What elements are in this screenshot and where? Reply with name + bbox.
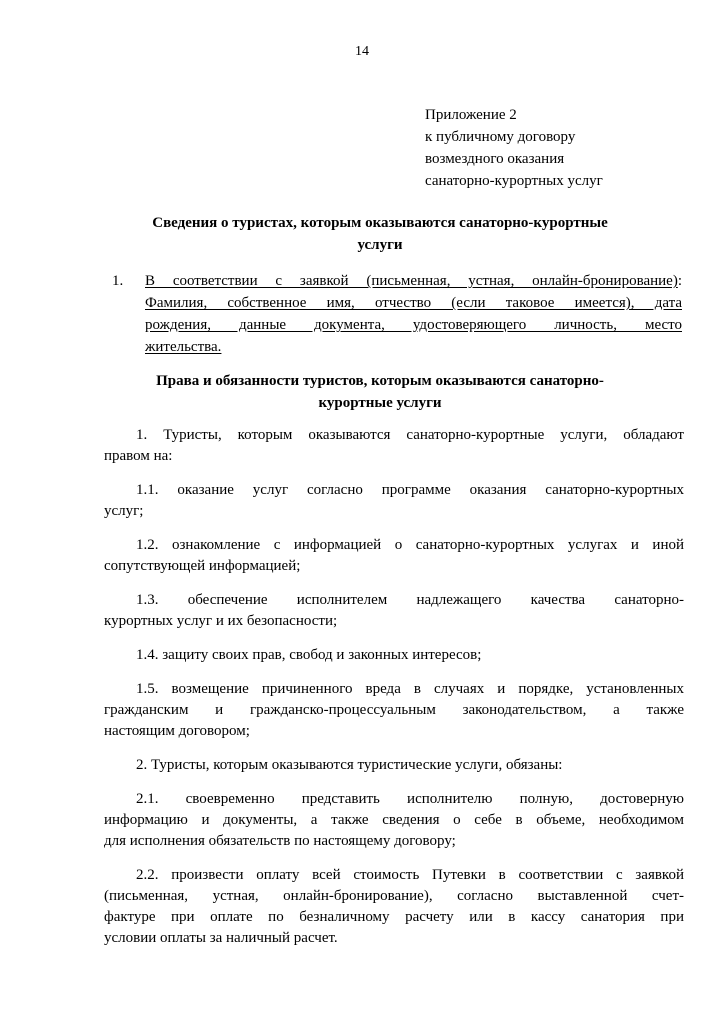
section-title-rights-obligations <box>110 370 650 414</box>
paragraph-line: 1.2. ознакомление с информацией о санаторно-курортных услугах и иной <box>136 537 684 553</box>
paragraph-line: 2.1. своевременно представить исполнителю полную, достоверную <box>136 791 684 807</box>
paragraph-line: 1. Туристы, которым оказываются санаторно-курортные услуги, обладают <box>136 427 684 443</box>
paragraph-line: гражданским и гражданско-процессуальным законодательством, а также <box>104 702 684 718</box>
paragraph-line: услуг; <box>104 503 144 519</box>
list-item-line: рождения, данные документа, удостоверяющего личность, место <box>145 317 682 333</box>
paragraph <box>104 789 684 852</box>
paragraph <box>104 755 684 776</box>
paragraph-line: сопутствующей информацией; <box>104 558 301 574</box>
paragraph-line: курортных услуг и их безопасности; <box>104 613 338 629</box>
paragraph <box>104 590 684 632</box>
paragraph <box>104 480 684 522</box>
paragraph-line: правом на: <box>104 448 173 464</box>
paragraph <box>104 645 684 666</box>
list-item-number: 1. <box>112 273 124 289</box>
paragraph-line: для исполнения обязательств по настоящему договору; <box>104 833 456 849</box>
appendix-line: Приложение 2 <box>425 107 517 123</box>
appendix-line: к публичному договору <box>425 129 576 145</box>
paragraph-line: 1.1. оказание услуг согласно программе оказания санаторно-курортных <box>136 482 684 498</box>
section-title-line: Права и обязанности туристов, которым оказываются санаторно- <box>156 373 604 389</box>
rights-obligations-body <box>104 425 684 962</box>
page-number: 14 <box>355 44 369 59</box>
paragraph-line: 1.5. возмещение причиненного вреда в случаях и порядке, установленных <box>136 681 684 697</box>
paragraph <box>104 425 684 467</box>
appendix-line: санаторно-курортных услуг <box>425 173 603 189</box>
paragraph-line: 2. Туристы, которым оказываются туристические услуги, обязаны: <box>136 757 563 773</box>
paragraph-line: информацию и документы, а также сведения о себе в объеме, необходимом <box>104 812 684 828</box>
list-item-line: жительства. <box>145 339 222 355</box>
appendix-block <box>425 104 705 192</box>
section-title-line: курортные услуги <box>318 395 442 411</box>
paragraph <box>104 865 684 949</box>
paragraph-line: (письменная, устная, онлайн-бронирование), согласно выставленной счет- <box>104 888 684 904</box>
section-title-line: Сведения о туристах, которым оказываются санаторно-курортные <box>152 215 608 231</box>
list-item-line: В соответствии с заявкой (письменная, устная, онлайн-бронирование): <box>145 273 682 289</box>
paragraph <box>104 679 684 742</box>
paragraph-line: 1.4. защиту своих прав, свобод и законных интересов; <box>136 647 482 663</box>
list-item-text <box>145 270 682 358</box>
paragraph <box>104 535 684 577</box>
paragraph-line: условии оплаты за наличный расчет. <box>104 930 338 946</box>
paragraph-line: настоящим договором; <box>104 723 250 739</box>
section-title-line: услуги <box>357 237 403 253</box>
paragraph-line: 2.2. произвести оплату всей стоимость Путевки в соответствии с заявкой <box>136 867 684 883</box>
list-item-line: Фамилия, собственное имя, отчество (если таковое имеется), дата <box>145 295 682 311</box>
section-title-tourists-info <box>110 212 650 256</box>
paragraph-line: 1.3. обеспечение исполнителем надлежащего качества санаторно- <box>136 592 684 608</box>
appendix-line: возмездного оказания <box>425 151 565 167</box>
paragraph-line: фактуре при оплате по безналичному расчету или в кассу санатория при <box>104 909 684 925</box>
